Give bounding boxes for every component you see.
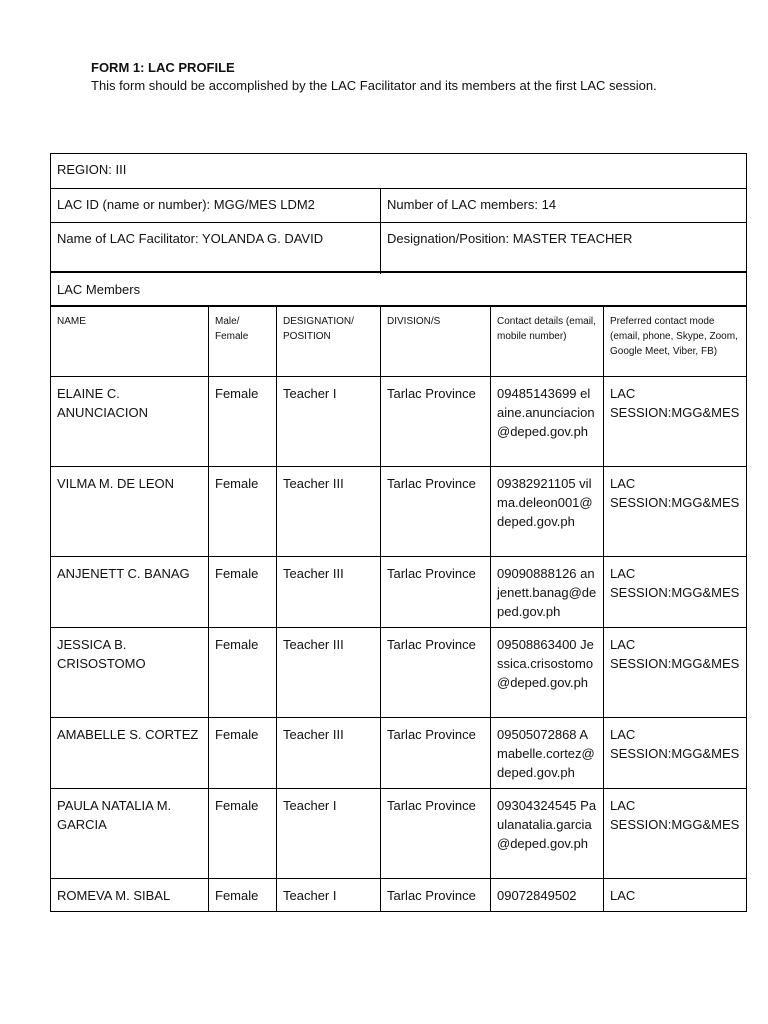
member-sex: Female <box>209 376 277 466</box>
member-division: Tarlac Province <box>381 466 491 556</box>
member-contact: 09505072868 Amabelle.cortez@deped.gov.ph <box>491 717 604 788</box>
member-contact-mode: LAC SESSION:MGG&MES <box>604 717 747 788</box>
members-section-row <box>51 272 747 306</box>
member-sex: Female <box>209 788 277 878</box>
facilitator-cell: Name of LAC Facilitator: YOLANDA G. DAVID <box>51 223 381 274</box>
member-name: PAULA NATALIA M. GARCIA <box>51 788 209 878</box>
member-division: Tarlac Province <box>381 878 491 911</box>
member-division: Tarlac Province <box>381 556 491 627</box>
lac-info-table <box>50 153 747 274</box>
form-description: This form should be accomplished by the LAC Facilitator and its members at the first LAC session. <box>91 78 657 93</box>
member-designation: Teacher I <box>277 788 381 878</box>
member-name: VILMA M. DE LEON <box>51 466 209 556</box>
member-contact-mode: LAC SESSION:MGG&MES <box>604 376 747 466</box>
member-designation: Teacher III <box>277 717 381 788</box>
column-header-name: NAME <box>51 306 209 376</box>
member-designation: Teacher III <box>277 556 381 627</box>
column-header-contact: Contact details (email, mobile number) <box>491 306 604 376</box>
member-sex: Female <box>209 878 277 911</box>
table-row <box>51 556 747 627</box>
form-header <box>91 59 691 95</box>
members-header-row <box>51 306 747 376</box>
member-sex: Female <box>209 627 277 717</box>
members-section-title: LAC Members <box>51 272 747 306</box>
member-division: Tarlac Province <box>381 376 491 466</box>
members-count-cell: Number of LAC members: 14 <box>387 197 557 212</box>
region-row <box>51 154 746 189</box>
lac-id-cell: LAC ID (name or number): MGG/MES LDM2 <box>51 189 381 222</box>
lac-id-row <box>51 189 746 223</box>
member-contact-mode: LAC <box>604 878 747 911</box>
member-contact-mode: LAC SESSION:MGG&MES <box>604 788 747 878</box>
member-contact: 09072849502 <box>491 878 604 911</box>
member-contact-mode: LAC SESSION:MGG&MES <box>604 627 747 717</box>
member-contact-mode: LAC SESSION:MGG&MES <box>604 556 747 627</box>
column-header-contact-mode: Preferred contact mode (email, phone, Skype, Zoom, Google Meet, Viber, FB) <box>604 306 747 376</box>
member-contact: 09304324545 Paulanatalia.garcia@deped.gov.ph <box>491 788 604 878</box>
member-sex: Female <box>209 466 277 556</box>
member-name: JESSICA B. CRISOSTOMO <box>51 627 209 717</box>
member-sex: Female <box>209 717 277 788</box>
column-header-sex: Male/ Female <box>209 306 277 376</box>
region-cell: REGION: III <box>57 162 127 177</box>
member-name: ROMEVA M. SIBAL <box>51 878 209 911</box>
member-contact: 09090888126 anjenett.banag@deped.gov.ph <box>491 556 604 627</box>
column-header-designation: DESIGNATION/ POSITION <box>277 306 381 376</box>
member-designation: Teacher III <box>277 627 381 717</box>
member-name: ELAINE C. ANUNCIACION <box>51 376 209 466</box>
designation-cell: Designation/Position: MASTER TEACHER <box>387 231 633 246</box>
member-designation: Teacher I <box>277 376 381 466</box>
member-designation: Teacher III <box>277 466 381 556</box>
table-row <box>51 627 747 717</box>
member-division: Tarlac Province <box>381 627 491 717</box>
member-name: ANJENETT C. BANAG <box>51 556 209 627</box>
member-designation: Teacher I <box>277 878 381 911</box>
table-row <box>51 788 747 878</box>
member-sex: Female <box>209 556 277 627</box>
member-contact: 09508863400 Jessica.crisostomo@deped.gov.ph <box>491 627 604 717</box>
table-row <box>51 717 747 788</box>
member-contact-mode: LAC SESSION:MGG&MES <box>604 466 747 556</box>
lac-members-table <box>50 271 747 912</box>
table-row <box>51 466 747 556</box>
column-header-division: DIVISION/S <box>381 306 491 376</box>
table-row <box>51 376 747 466</box>
member-division: Tarlac Province <box>381 788 491 878</box>
member-division: Tarlac Province <box>381 717 491 788</box>
facilitator-row <box>51 223 746 274</box>
form-title: FORM 1: LAC PROFILE <box>91 60 235 75</box>
member-name: AMABELLE S. CORTEZ <box>51 717 209 788</box>
member-contact: 09382921105 vilma.deleon001@deped.gov.ph <box>491 466 604 556</box>
table-row <box>51 878 747 911</box>
member-contact: 09485143699 elaine.anunciacion@deped.gov.ph <box>491 376 604 466</box>
